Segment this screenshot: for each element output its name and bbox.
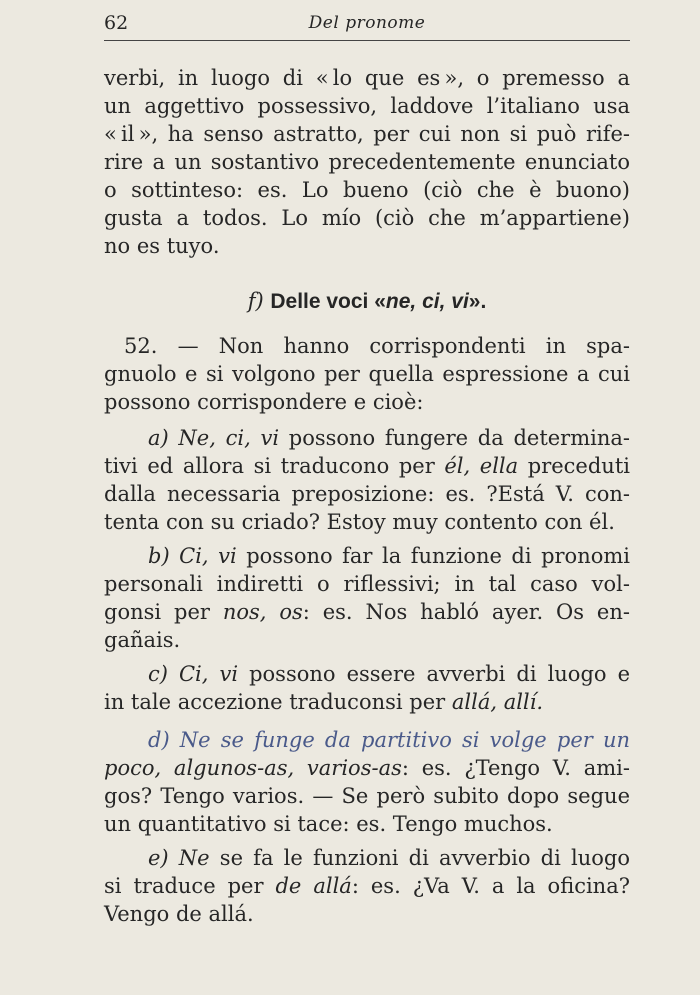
- section-heading: [104, 286, 630, 316]
- text-line: 52. — Non hanno corrispondenti in spa-: [124, 334, 630, 358]
- text-line: [104, 542, 630, 570]
- text-run: in tale accezione traduconsi per: [104, 690, 452, 714]
- text-run: tivi ed allora si traducono per: [104, 454, 445, 478]
- page-number: 62: [104, 12, 129, 34]
- text-line: verbi, in luogo di « lo que es », o premesso a: [104, 66, 630, 90]
- text-line: [104, 872, 630, 900]
- paragraph-52: [104, 332, 630, 416]
- text-line: [104, 688, 630, 716]
- text-run: : es. Nos habló ayer. Os en-: [302, 600, 630, 624]
- text-line: [104, 452, 630, 480]
- paragraph-a: [104, 424, 630, 536]
- text-line: tenta con su criado? Estoy muy contento con él.: [104, 510, 615, 534]
- text-line: gos? Tengo varios. — Se però subito dopo segue: [104, 784, 630, 808]
- text-line: Vengo de allá.: [104, 902, 254, 926]
- italic-run: él, ella: [444, 454, 519, 478]
- item-lead: e) Ne: [148, 846, 210, 870]
- page-header: [104, 12, 630, 41]
- text-run: si traduce per: [104, 874, 276, 898]
- text-run: gonsi per: [104, 600, 223, 624]
- text-line: gusta a todos. Lo mío (ciò che m’appartiene): [104, 206, 630, 230]
- italic-run: nos, os: [222, 600, 303, 624]
- text-run: preceduti: [518, 454, 630, 478]
- text-line: dalla necessaria preposizione: es. ?Está V. con-: [104, 482, 630, 506]
- text-run: possono essere avverbi di luogo e: [238, 662, 630, 686]
- text-line: [104, 844, 630, 872]
- text-line: [104, 598, 630, 626]
- text-run: : es. ¿Va V. a la oficina?: [351, 874, 630, 898]
- section-title-end: ».: [468, 290, 487, 313]
- text-line: no es tuyo.: [104, 234, 220, 258]
- text-line: d) Ne se funge da partitivo si volge per un: [148, 728, 630, 752]
- text-line: un aggettivo possessivo, laddove l’italiano usa: [104, 94, 630, 118]
- paragraph-b: [104, 542, 630, 654]
- text-line: o sottinteso: es. Lo bueno (ciò che è buono): [104, 178, 630, 202]
- text-run: possono far la funzione di pronomi: [236, 544, 630, 568]
- section-label: f): [247, 289, 264, 313]
- text-line: gnuolo e si volgono per quella espressione a cui: [104, 362, 630, 386]
- text-line: [104, 660, 630, 688]
- paragraph-e: [104, 844, 630, 928]
- running-head: Del pronome: [308, 13, 426, 33]
- text-line: personali indiretti o riflessivi; in tal caso vol-: [104, 572, 630, 596]
- italic-run: de allá: [275, 874, 352, 898]
- text-line: gañais.: [104, 628, 181, 652]
- paragraph-d: [104, 726, 630, 838]
- italic-run: poco, algunos-as, varios-as: [104, 756, 402, 780]
- intro-paragraph: [104, 64, 630, 260]
- section-voci: ne, ci, vi: [385, 290, 469, 313]
- text-run: : es. ¿Tengo V. ami-: [401, 756, 630, 780]
- text-run: se fa le funzioni di avverbio di luogo: [209, 846, 630, 870]
- paragraph-c: [104, 660, 630, 716]
- text-line: un quantitativo si tace: es. Tengo muchos.: [104, 812, 553, 836]
- section-title: Delle voci «: [270, 290, 386, 313]
- item-lead: b) Ci, vi: [148, 544, 237, 568]
- text-line: possono corrispondere e cioè:: [104, 390, 424, 414]
- item-lead: c) Ci, vi: [148, 662, 239, 686]
- item-lead: a) Ne, ci, vi: [148, 426, 280, 450]
- text-line: « il », ha senso astratto, per cui non si può rife-: [104, 122, 630, 146]
- text-line: [104, 754, 630, 782]
- text-line: rire a un sostantivo precedentemente enunciato: [104, 150, 630, 174]
- italic-run: allá, allí.: [451, 690, 544, 714]
- text-line: [104, 424, 630, 452]
- text-run: possono fungere da determina-: [279, 426, 630, 450]
